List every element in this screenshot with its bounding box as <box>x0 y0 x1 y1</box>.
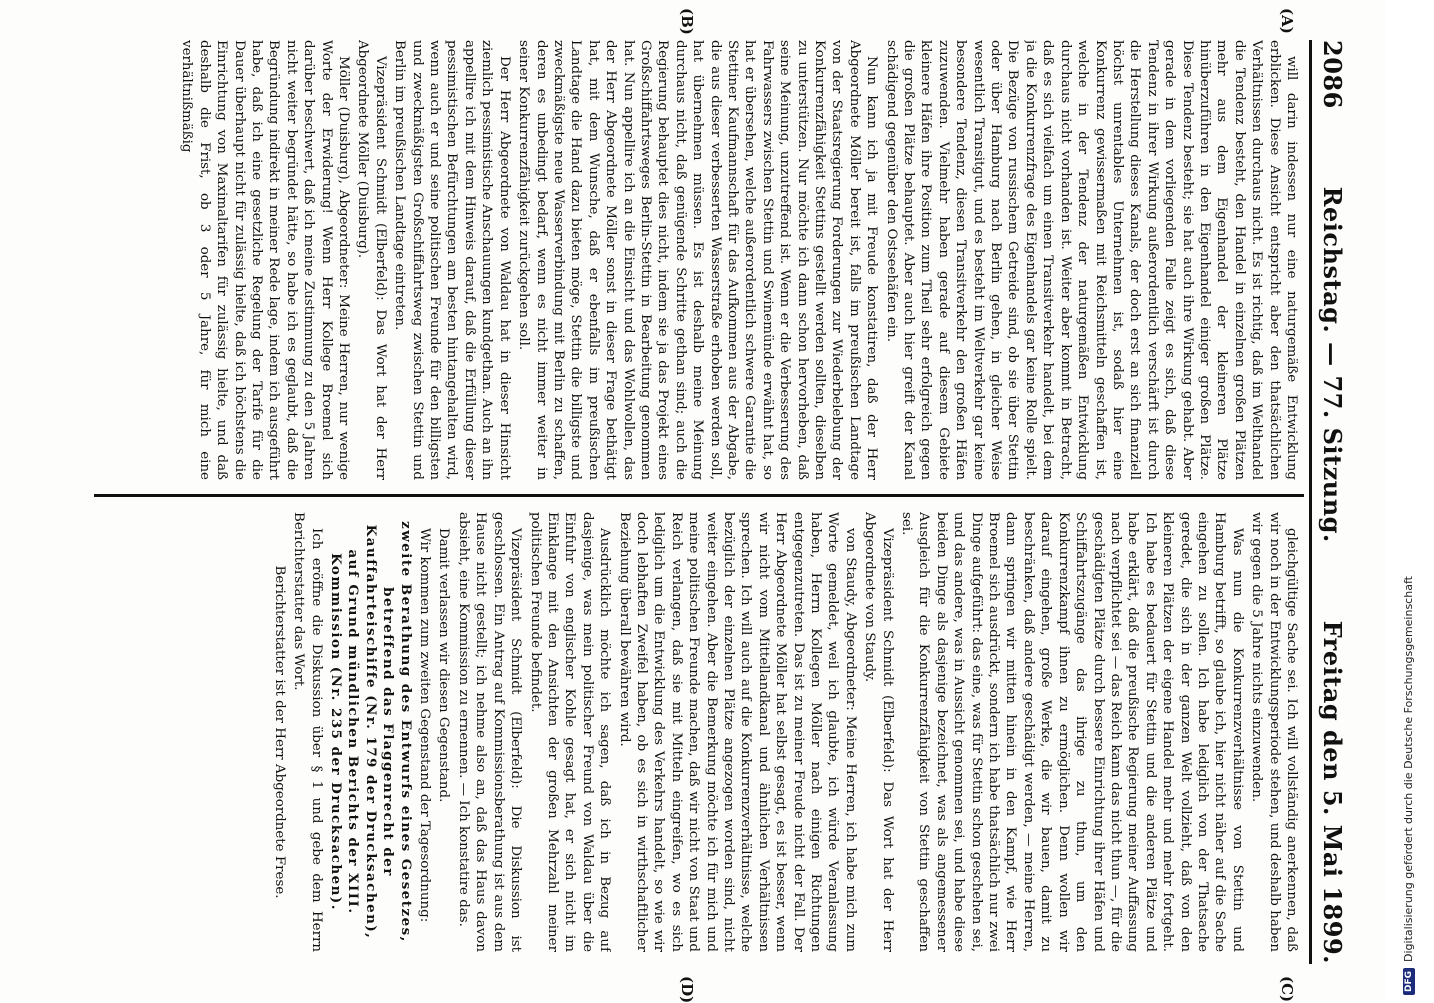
left-column <box>100 40 1300 480</box>
paragraph: Vizepräsident Schmidt (Elberfeld): Das Wort hat der Herr Abgeordnete Möller (Duisburg). <box>355 40 388 480</box>
funding-text: Digitalisierung gefördert durch die Deutsche Forschungsgemeinschaft <box>1402 576 1415 962</box>
page-header <box>1309 40 1358 964</box>
column-divider <box>94 494 1304 497</box>
margin-marker-d: (D) <box>678 976 696 1003</box>
margin-marker-c: (C) <box>1278 976 1296 1003</box>
right-column <box>100 512 1300 952</box>
paragraph: Was nun die Konkurrenzverhältnisse von Stettin und Hamburg betrifft, so glaube ich, hier nicht näher auf die Sache eingehen zu sollen. Ich habe lediglich von der Thatsache geredet, die sich in der ganzen Welt vollzieht, daß von den kleineren Plätzen der eigene Handel mehr und mehr fortgeht. Ich habe es bedauert für Stettin und die anderen Plätze und habe erklärt, daß die preußische Regierung meiner Auffassung nach verpflichtet sei — das Reich kann das nicht thun —, für die geschädigten Plätze durch bessere Einrichtung ihrer Häfen und Schiffahrtszugänge das ihrige zu thun, um den Konkurrenzkampf ihnen zu ermöglichen. Denn wollen wir darauf eingehen, große Werke, die wir bauen, damit zu beschränken, daß andere geschädigt werden, — meine Herren, dann springen wir mitten hinein in den Kampf, wie Herr Broemel sich ausdrückt, sondern ich habe thatsächlich nur zwei Dinge aufgeführt: das eine, was für Stettin schon geschehen sei, und das andere, was in Aussicht genommen sei, und habe diese beiden Dinge als dasjenige bezeichnet, was als angemessener Ausgleich für die Konkurrenzfähigkeit von Stettin geschaffen sei. <box>899 512 1245 952</box>
dfg-logo: DFG <box>1403 968 1415 995</box>
paragraph: Damit verlassen wir diesen Gegenstand. <box>436 528 452 803</box>
paragraph: Vizepräsident Schmidt (Elberfeld): Die Diskussion ist geschlossen. Ein Antrag auf Kommissionsberathung ist aus dem Hause nicht gestellt; ich nehme also an, daß das Haus davon absieht, eine Kommission zu ernennen. — Ich konstatire das. <box>455 512 524 952</box>
page-number: 2086 <box>1318 40 1347 109</box>
footer <box>1394 0 1434 1000</box>
paragraph: Der Herr Abgeordnete von Waldau hat in dieser Hinsicht ziemlich pessimistische Anschauungen kundgethan. Auch an ihn appellire ich mit dem Hinweis darauf, daß die Erfüllung dieser pessimistischen Befürchtungen am besten hintangehalten wird, wenn auch er und seine politischen Freunde für den billigsten und zweckmäßigsten Großschiffahrtsweg zwischen Stettin und Berlin im preußischen Landtage eintreten. <box>392 40 512 480</box>
session-date: Freitag den 5. Mai 1899. <box>1318 620 1347 964</box>
margin-marker-a: (A) <box>1278 8 1296 34</box>
paragraph: von Staudy, Abgeordneter: Meine Herren, ich habe mich zum Worte gemeldet, weil ich glaubte, ich würde Veranlassung haben, Herrn Kollegen Möller nach einigen Richtungen entgegenzutreten. Das ist zu meiner Freude nicht der Fall. Der Herr Abgeordnete Möller hat selbst gesagt, es ist besser, wenn wir nicht vom Mittellandkanal und ähnlichen Verhältnissen sprechen. Ich will auch auf die Konkurrenzverhältnisse, welche bezüglich der einzelnen Plätze angezogen worden sind, nicht weiter eingehen. Aber die Bemerkung möchte ich für mich und meine politischen Freunde machen, daß wir nicht von Staat und Reich verlangen, daß sie mit Mitteln eingreifen, wo es sich lediglich um die Entwicklung des Verkehrs handelt, so wie wir doch lebhaften Zweifel haben, ob es sich in wirthschaftlicher Beziehung überall bewähren wird. <box>616 512 858 952</box>
paragraph: Vizepräsident Schmidt (Elberfeld): Das Wort hat der Herr Abgeordnete von Staudy. <box>862 512 895 952</box>
paragraph: will darin indessen nur eine naturgemäße Entwicklung erblicken. Diese Ansicht entspricht aber den thatsächlichen Verhältnissen durchaus nicht. Es ist richtig, daß im Welthandel die Tendenz besteht, den Handel in einzelnen großen Plätzen mehr aus dem Eigenhandel der kleineren Plätze hinüberzuführen in den Eigenhandel einiger großen Plätze. Diese Tendenz besteht; sie hat auch ihre Wirkung gehabt. Aber gerade in dem vorliegenden Falle zeigt es sich, daß diese Tendenz in ihrer Wirkung außerordentlich verschärft ist durch die Herstellung dieses Kanals, der doch erst an sich finanziell höchst unrentables Unternehmen ist, sodaß hier eine Konkurrenz gewissermaßen mit Reichsmitteln geschaffen ist, welche in der Tendenz der naturgemäßen Entwicklung durchaus nicht vorhanden ist. Weiter aber kommt in Betracht, daß es sich vielfach um einen Transitverkehr handelt, bei dem ja die Konkurrenzfrage des Eigenhandels gar keine Rolle spielt. Die Bezüge von russischem Getreide sind, ob sie über Stettin oder über Hamburg nach Berlin gehen, in gleicher Weise wesentlich Transitgut, und es besteht im Weltverkehr gar keine besondere Tendenz, diesen Transitverkehr den großen Häfen zuzuwenden. Vielmehr haben gerade auf diesem Gebiete kleinere Häfen ihre Position zum Theil sehr erfolgreich gegen die großen Plätze behauptet. Aber auch hier greift der Kanal schädigend gegenüber den Ostseehäfen ein. <box>883 40 1299 480</box>
paragraph: Möller (Duisburg), Abgeordneter: Meine Herren, nur wenige Worte der Erwiderung! Wenn Herr Kollege Broemel sich darüber beschwert, daß ich meine Zustimmung zu den 5 Jahren nicht weiter begründet hätte, so habe ich es geglaubt, daß die Begründung indirekt in meiner Rede lage, indem ich ausgeführt habe, daß ich eine gesetzliche Regelung der Tarife für die Dauer überhaupt nicht für zulässig hielte, daß ich höchstens die Einrichtung von Maximaltarifen für zulässig hielte, und daß deshalb die Frist, ob 3 oder 5 Jahre, für mich eine verhältnißmäßig <box>179 40 352 480</box>
margin-marker-b: (B) <box>678 8 696 35</box>
agenda-item: zweite Berathung des Entwurfs eines Gesetzes, betreffend das Flaggenrecht der Kauffahrteischiffe (Nr. 179 der Drucksachen), auf Grund mündlichen Berichts der XIII. Kommission (Nr. 235 der Drucksachen). <box>328 521 414 943</box>
paragraph: Berichterstatter ist der Herr Abgeordnete Frese. <box>271 565 287 899</box>
paragraph: Wir kommen zum zweiten Gegenstand der Tagesordnung: <box>417 528 433 923</box>
funding-credit <box>1402 576 1415 995</box>
paragraph: Ausdrücklich möchte ich sagen, daß ich in Bezug auf dasjenige, was mein politischer Freund von Waldau über die Einfuhr von englischer Kohle gesagt hat, er sich nicht im Einklange mit den Ansichten der großen Mehrzahl meiner politischen Freunde befindet. <box>527 512 613 952</box>
paragraph: Nun kann ich ja mit Freude konstatiren, daß der Herr Abgeordnete Möller bereit ist, falls im preußischen Landtage von der Staatsregierung Forderungen zur Wiederbelebung der Konkurrenzfähigkeit Stettins gestellt werden sollten, dieselben zu unterstützen. Nur möchte ich dann schon hervorheben, daß seine Meinung, unzutreffend ist. Wenn er die Verbesserung des Fahrwassers zwischen Stettin und Swinemünde erwähnt hat, so hat er übersehen, welche außerordentlich schwere Garantie die Stettiner Kaufmannschaft für das Aufkommen aus der Abgabe, die aus dieser verbesserten Wasserstraße erhoben werden soll, hat übernehmen müssen. Es ist deshalb meine Meinung durchaus nicht, daß genügende Schritte gethan sind; auch die Regierung behauptet dies nicht, indem sie ja das Projekt eines Großschiffahrtsweges Berlin-Stettin in Bearbeitung genommen hat. Nun appellire ich an die Einsicht und das Wohlwollen, das der Herr Abgeordnete Möller sonst in dieser Frage bethätigt hat, mit dem Wunsche, daß er ebenfalls im preußischen Landtage die Hand dazu bieten möge, Stettin die billigste und zweckmäßigste neue Wasserverbindung mit Berlin zu schaffen, deren es unbedingt bedarf, wenn es nicht immer weiter in seiner Konkurrenzfähigkeit zurückgehen soll. <box>516 40 880 480</box>
paragraph: Ich eröffne die Diskussion über § 1 und gebe dem Herrn Berichterstatter das Wort. <box>291 512 324 952</box>
session-title: Reichstag. — 77. Sitzung. <box>1318 186 1347 543</box>
paragraph: gleichgültige Sache sei. Ich will vollständig anerkennen, daß wir noch in der Entwicklungsperiode stehen, und deshalb haben wir gegen die 5 Jahre nichts einzuwenden. <box>1249 512 1299 952</box>
